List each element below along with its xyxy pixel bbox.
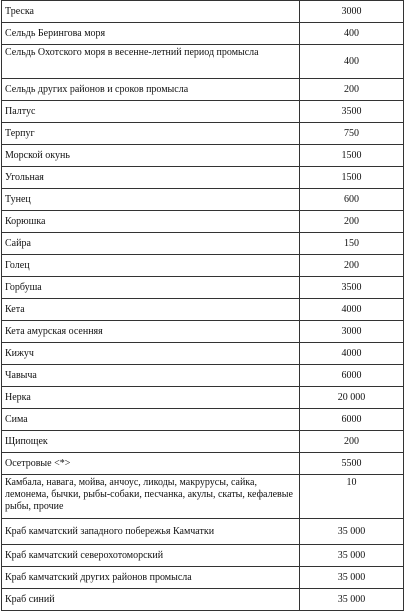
species-name: Кижуч [2, 343, 300, 365]
species-name: Сима [2, 409, 300, 431]
species-value: 400 [300, 23, 404, 45]
species-value: 200 [300, 431, 404, 453]
table-row [2, 567, 404, 589]
species-value: 600 [300, 189, 404, 211]
species-name: Сайра [2, 233, 300, 255]
species-name: Камбала, навага, мойва, анчоус, ликоды, макрурусы, сайка, лемонема, бычки, рыбы-собаки, песчанка, акулы, скаты, кефалевые рыбы, прочие [2, 475, 300, 519]
species-value: 1500 [300, 145, 404, 167]
table-row [2, 123, 404, 145]
species-name: Голец [2, 255, 300, 277]
species-value: 3500 [300, 101, 404, 123]
species-value: 200 [300, 79, 404, 101]
species-name: Терпуг [2, 123, 300, 145]
table-row [2, 519, 404, 545]
species-value: 200 [300, 211, 404, 233]
species-name: Сельдь других районов и сроков промысла [2, 79, 300, 101]
species-value: 4000 [300, 343, 404, 365]
table-row [2, 101, 404, 123]
species-value: 5500 [300, 453, 404, 475]
species-name: Горбуша [2, 277, 300, 299]
table-row [2, 409, 404, 431]
table-row [2, 145, 404, 167]
species-value: 35 000 [300, 567, 404, 589]
table-row [2, 453, 404, 475]
table-row [2, 233, 404, 255]
species-value: 1500 [300, 167, 404, 189]
table-row [2, 321, 404, 343]
table-row [2, 167, 404, 189]
species-value: 20 000 [300, 387, 404, 409]
species-name: Чавыча [2, 365, 300, 387]
table-row [2, 343, 404, 365]
table-row [2, 255, 404, 277]
species-value: 200 [300, 255, 404, 277]
species-value: 35 000 [300, 589, 404, 611]
table-row [2, 475, 404, 519]
species-name: Щипощек [2, 431, 300, 453]
species-name: Нерка [2, 387, 300, 409]
species-name: Краб камчатский северохотоморский [2, 545, 300, 567]
species-value: 750 [300, 123, 404, 145]
table-row [2, 45, 404, 79]
table-row [2, 189, 404, 211]
species-value: 3000 [300, 1, 404, 23]
species-value: 3500 [300, 277, 404, 299]
species-value: 6000 [300, 365, 404, 387]
table-row [2, 431, 404, 453]
species-name: Кета [2, 299, 300, 321]
table-row [2, 23, 404, 45]
table-row [2, 589, 404, 611]
species-value: 35 000 [300, 519, 404, 545]
species-table [1, 0, 404, 611]
table-row [2, 387, 404, 409]
species-value: 3000 [300, 321, 404, 343]
table-row [2, 365, 404, 387]
species-name: Палтус [2, 101, 300, 123]
species-name: Сельдь Охотского моря в весенне-летний период промысла [2, 45, 300, 79]
table-row [2, 299, 404, 321]
species-name: Краб синий [2, 589, 300, 611]
species-value: 400 [300, 45, 404, 79]
species-value: 6000 [300, 409, 404, 431]
species-name: Осетровые <*> [2, 453, 300, 475]
species-name: Сельдь Берингова моря [2, 23, 300, 45]
species-name: Треска [2, 1, 300, 23]
species-name: Тунец [2, 189, 300, 211]
species-name: Краб камчатский западного побережья Камчатки [2, 519, 300, 545]
species-value: 4000 [300, 299, 404, 321]
table-row [2, 277, 404, 299]
species-value: 150 [300, 233, 404, 255]
species-name: Корюшка [2, 211, 300, 233]
table-row [2, 79, 404, 101]
species-name: Краб камчатский других районов промысла [2, 567, 300, 589]
table-row [2, 545, 404, 567]
species-value: 35 000 [300, 545, 404, 567]
species-name: Морской окунь [2, 145, 300, 167]
species-value: 10 [300, 475, 404, 519]
table-row [2, 211, 404, 233]
species-name: Угольная [2, 167, 300, 189]
table-row [2, 1, 404, 23]
species-name: Кета амурская осенняя [2, 321, 300, 343]
